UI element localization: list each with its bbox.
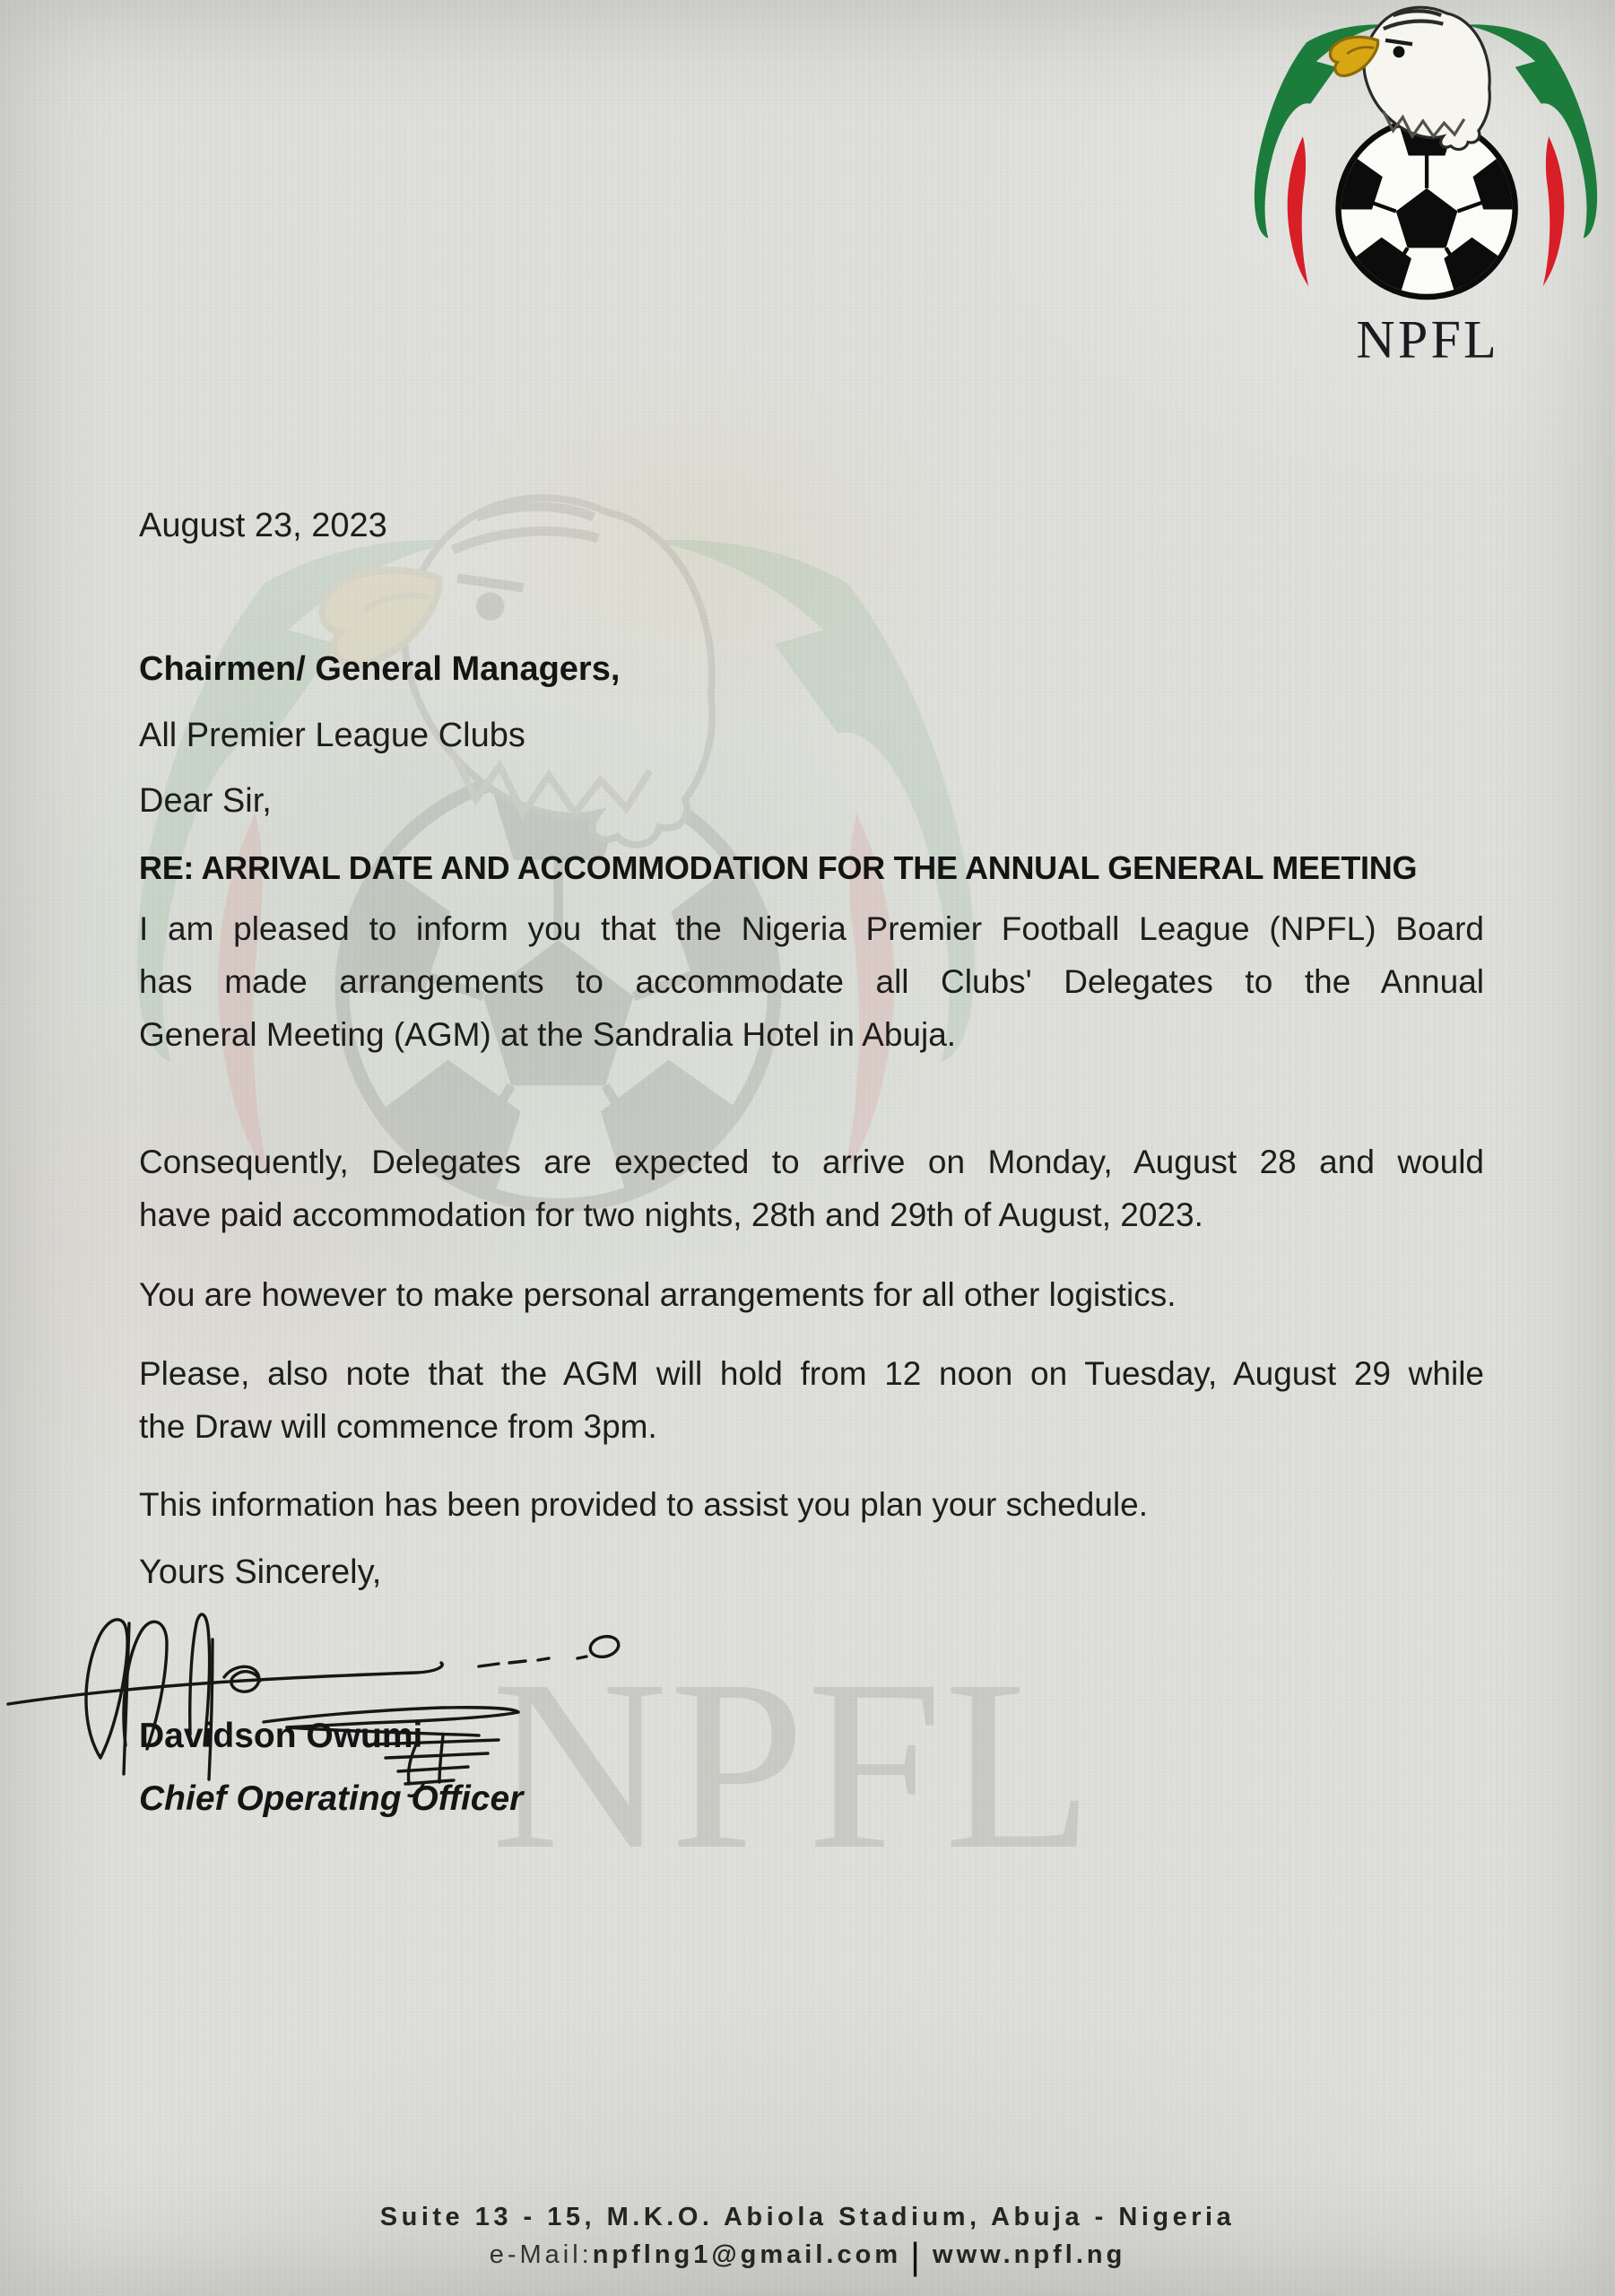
footer-contact [0, 2235, 1615, 2278]
paragraph-1-line-2: has made arrangements to accommodate all Clubs' Delegates to the Annual [139, 963, 1484, 1000]
signatory-title: Chief Operating Officer [139, 1779, 524, 1818]
salutation: Dear Sir, [139, 782, 272, 820]
paragraph-4-line-1: Please, also note that the AGM will hold from 12 noon on Tuesday, August 29 while [139, 1355, 1484, 1392]
npfl-text-watermark: NPFL [491, 1630, 1096, 1900]
footer-email-label: e-Mail: [489, 2240, 593, 2269]
paragraph-3-line-1: You are however to make personal arrangements for all other logistics. [139, 1276, 1177, 1313]
closing: Yours Sincerely, [139, 1553, 382, 1591]
footer-separator: | [910, 2235, 925, 2277]
paragraph-2-line-2: have paid accommodation for two nights, 28th and 29th of August, 2023. [139, 1196, 1203, 1233]
paragraph-1-line-1: I am pleased to inform you that the Nigeria Premier Football League (NPFL) Board [139, 910, 1484, 947]
logo-wordmark: NPFL [1356, 309, 1499, 370]
footer-address: Suite 13 - 15, M.K.O. Abiola Stadium, Abuja - Nigeria [379, 2203, 1236, 2231]
paragraph-2-line-1: Consequently, Delegates are expected to arrive on Monday, August 28 and would [139, 1144, 1484, 1180]
paragraph-4-line-2: the Draw will commence from 3pm. [139, 1408, 657, 1445]
footer-email: npflng1@gmail.com [592, 2240, 902, 2269]
npfl-emblem-icon [1224, 4, 1615, 388]
recipient-line-2: All Premier League Clubs [139, 717, 525, 754]
paragraph-1-line-3: General Meeting (AGM) at the Sandralia Hotel in Abuja. [139, 1016, 957, 1053]
signature [0, 1568, 662, 1803]
signatory-name: Davidson Owumi [139, 1717, 423, 1755]
letter-date: August 23, 2023 [139, 507, 387, 544]
signature-icon [0, 1568, 662, 1803]
subject-line: RE: ARRIVAL DATE AND ACCOMMODATION FOR THE ANNUAL GENERAL MEETING [139, 849, 1418, 886]
footer-website: www.npfl.ng [933, 2240, 1126, 2269]
recipient-line-1: Chairmen/ General Managers, [139, 650, 621, 688]
npfl-logo [1224, 4, 1615, 388]
paragraph-5-line-1: This information has been provided to assist you plan your schedule. [139, 1486, 1149, 1523]
